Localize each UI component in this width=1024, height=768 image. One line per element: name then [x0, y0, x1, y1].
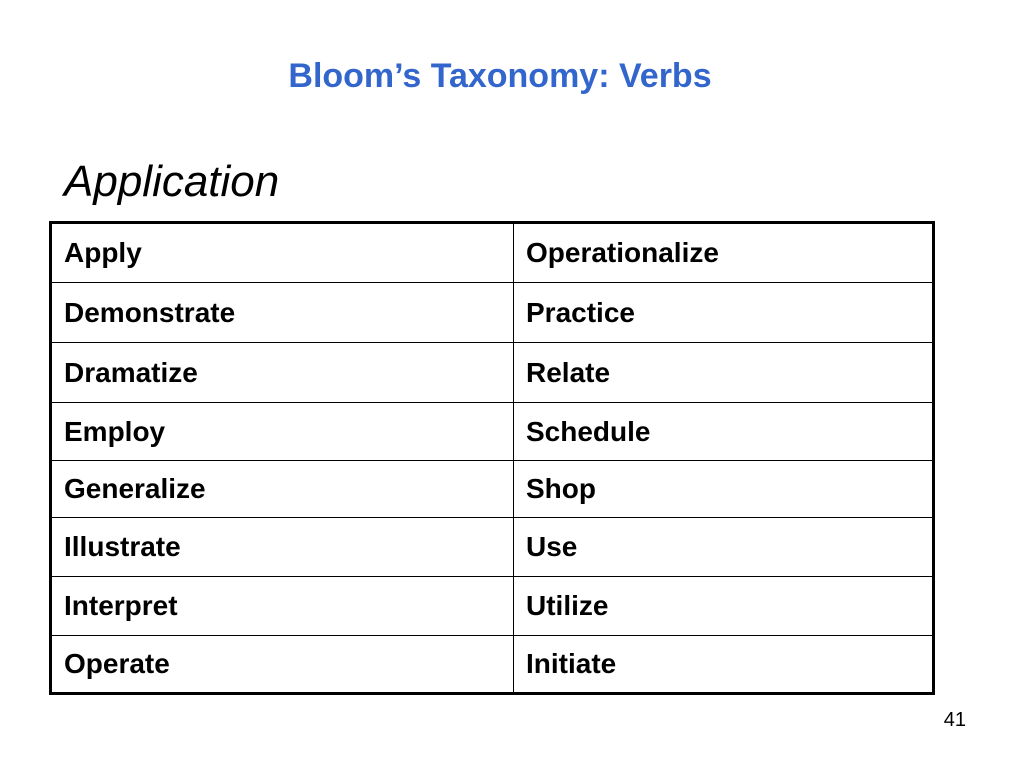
table-cell: Initiate — [514, 636, 934, 694]
table-row — [51, 461, 934, 518]
table-cell: Demonstrate — [51, 283, 514, 343]
table-cell: Practice — [514, 283, 934, 343]
table-row — [51, 283, 934, 343]
table-cell: Schedule — [514, 403, 934, 461]
table-row — [51, 223, 934, 283]
table-cell: Apply — [51, 223, 514, 283]
table-row — [51, 577, 934, 636]
table-cell: Generalize — [51, 461, 514, 518]
verb-table — [49, 221, 935, 695]
table-cell: Interpret — [51, 577, 514, 636]
section-heading: Application — [64, 157, 280, 206]
page-number: 41 — [943, 709, 966, 731]
table-cell: Relate — [514, 343, 934, 403]
table-row — [51, 403, 934, 461]
table-cell: Operate — [51, 636, 514, 694]
table-cell: Illustrate — [51, 518, 514, 577]
table-cell: Employ — [51, 403, 514, 461]
table-cell: Use — [514, 518, 934, 577]
table-cell: Utilize — [514, 577, 934, 636]
table-cell: Operationalize — [514, 223, 934, 283]
table-row — [51, 518, 934, 577]
table-cell: Dramatize — [51, 343, 514, 403]
table-row — [51, 343, 934, 403]
table-cell: Shop — [514, 461, 934, 518]
slide-title: Bloom’s Taxonomy: Verbs — [288, 57, 712, 95]
table-row — [51, 636, 934, 694]
